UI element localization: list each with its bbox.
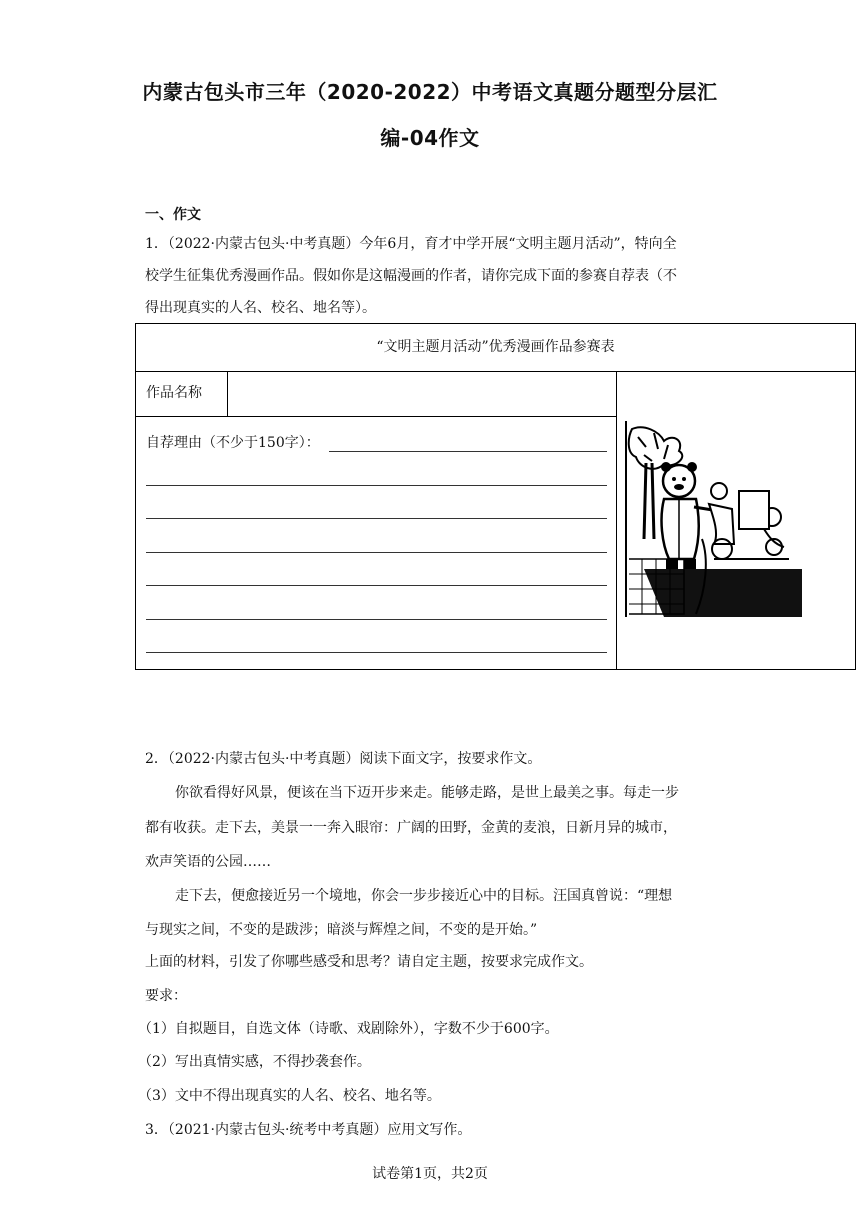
q2-p2-line2: 与现实之间，不变的是跋涉；暗淡与辉煌之间，不变的是开始。” (145, 922, 538, 938)
answer-line (146, 585, 607, 586)
q3-line1: 3．（2021·内蒙古包头·统考中考真题）应用文写作。 (145, 1122, 472, 1138)
q2-requirement-3: （3）文中不得出现真实的人名、校名、地名等。 (138, 1088, 441, 1104)
q2-p2-line1: 走下去，便愈接近另一个境地，你会一步步接近心中的目标。汪国真曾说：“理想 (175, 888, 673, 904)
q2-requirement-2: （2）写出真情实感，不得抄袭套作。 (138, 1054, 371, 1070)
q1-line1: 1．（2022·内蒙古包头·中考真题）今年6月，育才中学开展“文明主题月活动”，特向全 (145, 236, 677, 252)
document-title-line1: 内蒙古包头市三年（2020-2022）中考语文真题分题型分层汇 (142, 80, 718, 104)
answer-line (146, 518, 607, 519)
q2-p1-line2: 都有收获。走下去，美景一一奔入眼帘：广阔的田野，金黄的麦浪，日新月异的城市， (145, 820, 677, 836)
q2-p1-line3: 欢声笑语的公园…… (145, 854, 271, 870)
answer-line (329, 451, 607, 452)
document-title-line2: 编-04作文 (380, 126, 480, 150)
answer-line (146, 485, 607, 486)
q2-line1: 2．（2022·内蒙古包头·中考真题）阅读下面文字，按要求作文。 (145, 751, 542, 767)
q2-requirements-title: 要求： (145, 988, 187, 1004)
q1-line3: 得出现真实的人名、校名、地名等）。 (145, 300, 376, 316)
section-heading: 一、作文 (145, 207, 201, 223)
table-header: “文明主题月活动”优秀漫画作品参赛表 (136, 324, 855, 372)
work-name-label: 作品名称 (136, 371, 228, 416)
q2-p1-line1: 你欲看得好风景，便该在当下迈开步来走。能够走路，是世上最美之事。每走一步 (175, 785, 679, 801)
reason-label: 自荐理由（不少于150字）： (146, 435, 320, 451)
cartoon-illustration (624, 419, 804, 619)
q1-line2: 校学生征集优秀漫画作品。假如你是这幅漫画的作者，请你完成下面的参赛自荐表（不 (145, 268, 677, 284)
page-footer: 试卷第1页，共2页 (372, 1166, 488, 1182)
answer-line (146, 619, 607, 620)
work-name-row (136, 371, 616, 417)
q2-prompt: 上面的材料，引发了你哪些感受和思考？请自定主题，按要求完成作文。 (145, 954, 593, 970)
answer-line (146, 652, 607, 653)
entry-form-table (135, 323, 856, 670)
answer-line (146, 552, 607, 553)
table-divider (616, 371, 617, 670)
q2-requirement-1: （1）自拟题目，自选文体（诗歌、戏剧除外），字数不少于600字。 (138, 1021, 559, 1037)
